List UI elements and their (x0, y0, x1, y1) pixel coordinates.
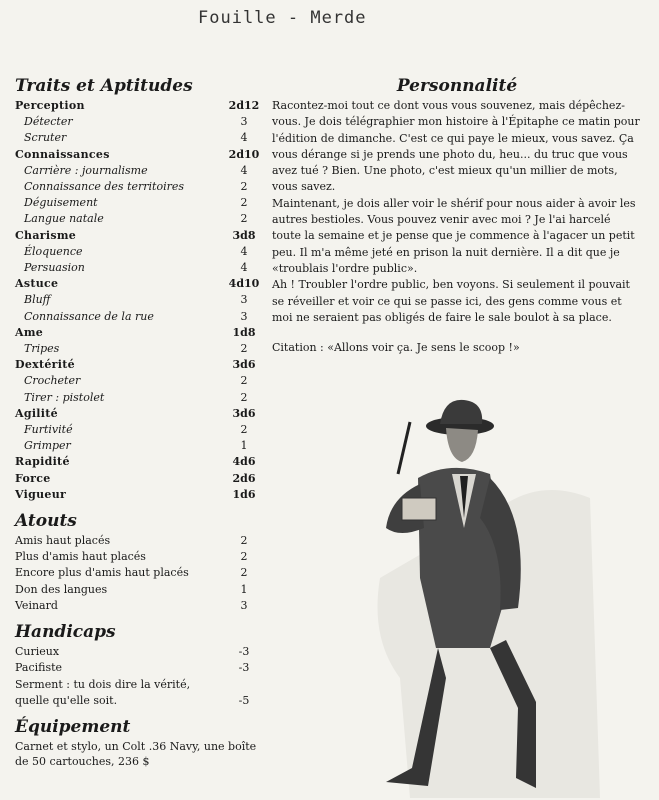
journalist-illustration (340, 378, 640, 798)
atout-row (15, 549, 265, 565)
trait-die: 2d6 (232, 471, 256, 485)
atout-value: 2 (240, 550, 248, 564)
trait-name: Astuce (15, 277, 59, 291)
trait-die: 2d10 (228, 147, 260, 161)
trait-row (15, 98, 265, 114)
atout-row (15, 533, 265, 549)
skill-value: 2 (240, 390, 248, 404)
trait-row (15, 228, 265, 244)
skill-row (15, 211, 265, 227)
atout-name: Encore plus d'amis haut placés (15, 566, 189, 580)
skill-row (15, 341, 265, 357)
trait-name: Force (15, 471, 51, 485)
skill-name: Grimper (24, 439, 71, 453)
skill-name: Crocheter (24, 374, 81, 388)
trait-die: 2d12 (228, 99, 260, 112)
skill-row (15, 114, 265, 130)
skill-row (15, 309, 265, 325)
skill-value: 4 (240, 244, 248, 258)
left-column (15, 76, 265, 769)
trait-name: Dextérité (15, 358, 75, 372)
skill-name: Tirer : pistolet (24, 390, 105, 404)
trait-name: Agilité (15, 406, 58, 420)
skill-name: Déguisement (24, 196, 98, 210)
atout-name: Veinard (15, 598, 58, 612)
handicap-name: Serment : tu dois dire la vérité, quelle qu'elle soit. (15, 677, 191, 707)
handicap-row (15, 660, 265, 676)
skill-value: 4 (240, 131, 248, 145)
trait-row (15, 357, 265, 373)
skill-row (15, 390, 265, 406)
skill-name: Persuasion (24, 261, 85, 275)
skill-value: 2 (240, 196, 248, 210)
trait-row (15, 471, 265, 487)
traits-heading: Traits et Aptitudes (15, 76, 193, 96)
skill-name: Connaissance de la rue (24, 309, 154, 323)
trait-row (15, 487, 265, 503)
handicap-row (15, 644, 265, 660)
trait-row (15, 147, 265, 163)
traits-list (15, 98, 265, 503)
trait-die: 3d6 (232, 358, 256, 372)
trait-row (15, 325, 265, 341)
atout-value: 1 (240, 582, 248, 596)
skill-name: Éloquence (24, 244, 83, 258)
skill-name: Bluff (24, 293, 51, 307)
skill-value: 4 (240, 261, 248, 275)
handicap-value: -3 (238, 661, 250, 675)
atout-row (15, 565, 265, 581)
handicaps-list (15, 644, 265, 709)
personnalite-heading: Personnalité (396, 76, 518, 96)
skill-name: Détecter (24, 115, 73, 129)
trait-die: 1d6 (232, 487, 256, 501)
trait-name: Ame (15, 325, 44, 339)
handicap-name: Pacifiste (15, 661, 63, 675)
skill-row (15, 163, 265, 179)
personnalite-paragraph-1: Racontez-moi tout ce dont vous vous souvenez, mais dépêchez-vous. Je dois télégraphier mon histoire à l'Épitaphe ce matin pour l'édition de dimanche. C'est ce qui paye le mieux, vous savez. Ça vous dérange si je prends une photo du, heu... du truc que vous avez tué ? Bien. Une photo, c'est mieux qu'un millier de mots, vous savez. (272, 99, 640, 194)
skill-row (15, 292, 265, 308)
atout-value: 2 (240, 534, 248, 548)
personnalite-quote: Citation : «Allons voir ça. Je sens le scoop !» (272, 341, 520, 355)
right-column (272, 76, 642, 356)
skill-name: Langue natale (24, 212, 104, 226)
page-title: Fouille - Merde (198, 8, 367, 28)
atout-value: 3 (240, 598, 248, 612)
trait-die: 3d6 (232, 406, 256, 420)
equipement-text: Carnet et stylo, un Colt .36 Navy, une boîte de 50 cartouches, 236 $ (15, 739, 257, 768)
trait-name: Vigueur (15, 487, 67, 501)
handicap-name: Curieux (15, 645, 60, 659)
skill-row (15, 260, 265, 276)
skill-row (15, 373, 265, 389)
skill-name: Tripes (24, 342, 60, 356)
skill-value: 1 (240, 439, 248, 453)
skill-value: 2 (240, 180, 248, 194)
skill-name: Scruter (24, 131, 67, 145)
trait-die: 4d10 (228, 277, 260, 291)
skill-value: 3 (240, 309, 248, 323)
skill-value: 3 (240, 115, 248, 129)
atouts-list (15, 533, 265, 614)
trait-name: Rapidité (15, 455, 70, 469)
handicap-row (15, 677, 265, 709)
skill-value: 3 (240, 293, 248, 307)
skill-row (15, 195, 265, 211)
trait-die: 4d6 (232, 455, 256, 469)
trait-name: Charisme (15, 228, 77, 242)
skill-value: 2 (240, 212, 248, 226)
skill-name: Carrière : journalisme (24, 163, 148, 177)
handicap-value: -5 (238, 693, 250, 707)
skill-value: 4 (240, 163, 248, 177)
skill-row (15, 244, 265, 260)
trait-name: Perception (15, 99, 85, 112)
skill-row (15, 422, 265, 438)
personnalite-paragraph-3: Ah ! Troubler l'ordre public, ben voyons. Si seulement il pouvait se réveiller et voir ce qui se passe ici, des gens comme vous et moi ne seraient pas obligés de faire le sale boulot à sa place. (272, 278, 630, 324)
equipement-heading: Équipement (15, 716, 131, 737)
atouts-heading: Atouts (15, 511, 77, 532)
atout-row (15, 598, 265, 614)
skill-row (15, 179, 265, 195)
skill-value: 2 (240, 374, 248, 388)
skill-row (15, 130, 265, 146)
skill-value: 2 (240, 342, 248, 356)
personnalite-paragraph-2: Maintenant, je dois aller voir le shérif pour nous aider à avoir les autres bestioles. Vous pouvez venir avec moi ? Je l'ai harcelé toute la semaine et je pense que je commence à l'agacer un petit peu. Il m'a même jeté en prison la nuit dernière. Il a dit que je «troublais l'ordre public». (272, 196, 636, 275)
trait-die: 3d8 (232, 228, 256, 242)
atout-name: Plus d'amis haut placés (15, 550, 146, 564)
handicap-value: -3 (238, 645, 250, 659)
atout-row (15, 582, 265, 598)
trait-name: Connaissances (15, 147, 110, 161)
trait-row (15, 454, 265, 470)
atout-name: Amis haut placés (15, 534, 111, 548)
skill-value: 2 (240, 423, 248, 437)
atout-value: 2 (240, 566, 248, 580)
trait-row (15, 406, 265, 422)
handicaps-heading: Handicaps (15, 622, 116, 643)
skill-name: Connaissance des territoires (24, 180, 185, 194)
trait-row (15, 276, 265, 292)
atout-name: Don des langues (15, 582, 108, 596)
trait-die: 1d8 (232, 325, 256, 339)
skill-row (15, 438, 265, 454)
skill-name: Furtivité (24, 423, 73, 437)
